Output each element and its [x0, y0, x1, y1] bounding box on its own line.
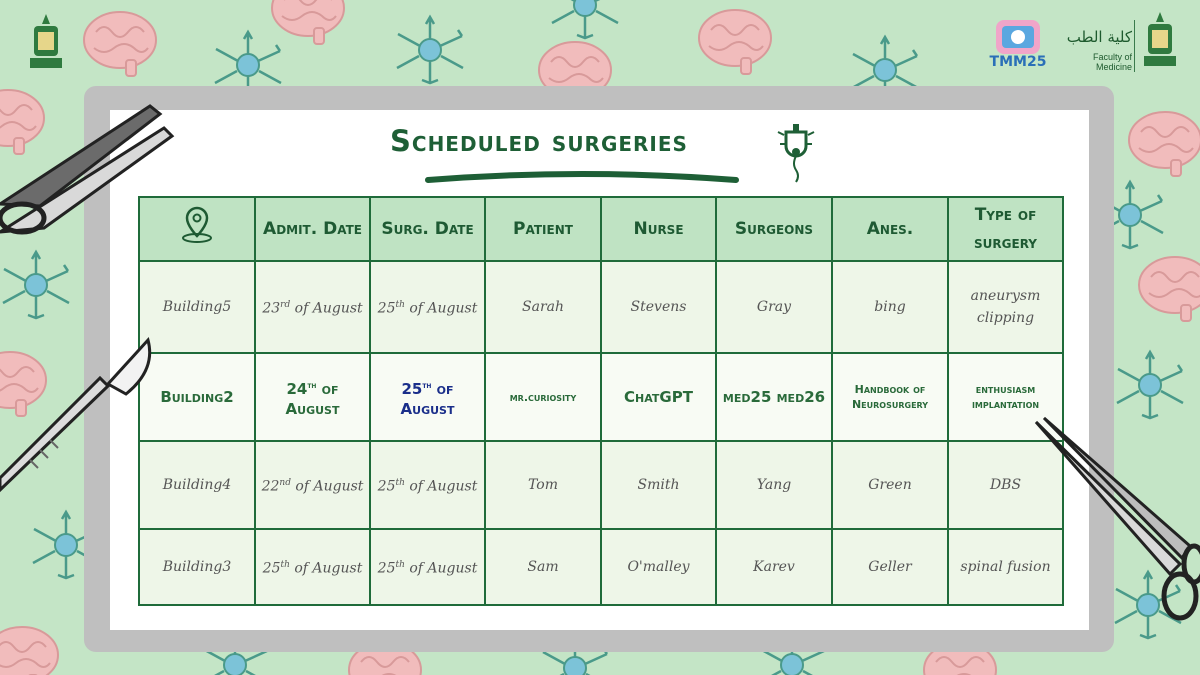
nurse-header: Nurse [601, 197, 716, 261]
anes-cell: Geller [832, 529, 948, 605]
forceps-icon [0, 100, 180, 250]
event-logo-text: TMM25 [989, 54, 1047, 70]
brain-icon [699, 10, 771, 74]
neuron-icon [3, 252, 69, 318]
table-header-row [139, 197, 1063, 261]
admit-date-cell: 23rd of August [255, 261, 370, 353]
title-underline [424, 170, 740, 186]
type-cell: DBS [948, 441, 1063, 529]
neuron-icon [397, 17, 463, 83]
type-cell: aneurysm clipping [948, 261, 1063, 353]
admit-date-cell: 22nd of August [255, 441, 370, 529]
neuron-icon [1117, 352, 1183, 418]
surg-date-cell: 25th of August [370, 441, 485, 529]
table-row [139, 441, 1063, 529]
table-row [139, 261, 1063, 353]
anes-cell: Green [832, 441, 948, 529]
admit-date-cell: 24th of August [255, 353, 370, 441]
anes-header: Anes. [832, 197, 948, 261]
type-cell: enthusiasm implantation [948, 353, 1063, 441]
forceps-icon [1030, 414, 1200, 624]
brain-icon [1129, 112, 1200, 176]
type-cell: spinal fusion [948, 529, 1063, 605]
location-cell: Building5 [139, 261, 255, 353]
table-row [139, 529, 1063, 605]
surg-date-cell: 25th of August [370, 261, 485, 353]
surgeons-cell: Yang [716, 441, 832, 529]
faculty-divider [1134, 20, 1135, 72]
scalpel-icon [0, 336, 160, 496]
brain-icon [0, 627, 58, 675]
location-pin-icon [180, 205, 214, 245]
surgeons-cell: med25 med26 [716, 353, 832, 441]
brain-icon [1139, 257, 1200, 321]
university-seal-icon [1140, 10, 1180, 72]
surg-date-cell: 25th of August [370, 529, 485, 605]
university-seal-icon [26, 12, 66, 74]
surgeons-cell: Karev [716, 529, 832, 605]
nurse-cell: O'malley [601, 529, 716, 605]
faculty-name-english: Faculty of Medicine [1092, 52, 1132, 72]
brain-icon [272, 0, 344, 44]
surg-date-cell: 25th of August [370, 353, 485, 441]
type-header: Type of surgery [948, 197, 1063, 261]
brain-icon [84, 12, 156, 76]
location-cell: Building2 [139, 353, 255, 441]
admit-date-cell: 25th of August [255, 529, 370, 605]
patient-cell: mr.curiosity [485, 353, 601, 441]
anes-cell: Handbook of Neurosurgery [832, 353, 948, 441]
faculty-name-arabic: كلية الطب [1066, 28, 1132, 46]
location-cell: Building4 [139, 441, 255, 529]
surg-date-header: Surg. Date [370, 197, 485, 261]
nurse-cell: Stevens [601, 261, 716, 353]
patient-cell: Sam [485, 529, 601, 605]
nurse-cell: ChatGPT [601, 353, 716, 441]
surgery-schedule-table [138, 196, 1064, 606]
location-cell: Building3 [139, 529, 255, 605]
surgeons-header: Surgeons [716, 197, 832, 261]
table-row-highlighted [139, 353, 1063, 441]
neuron-icon [552, 0, 618, 38]
admit-date-header: Admit. Date [255, 197, 370, 261]
surgical-lamp-icon [776, 122, 816, 184]
patient-cell: Sarah [485, 261, 601, 353]
patient-header: Patient [485, 197, 601, 261]
nurse-cell: Smith [601, 441, 716, 529]
page-title: Scheduled surgeries [390, 124, 688, 158]
patient-cell: Tom [485, 441, 601, 529]
anes-cell: bing [832, 261, 948, 353]
surgeons-cell: Gray [716, 261, 832, 353]
